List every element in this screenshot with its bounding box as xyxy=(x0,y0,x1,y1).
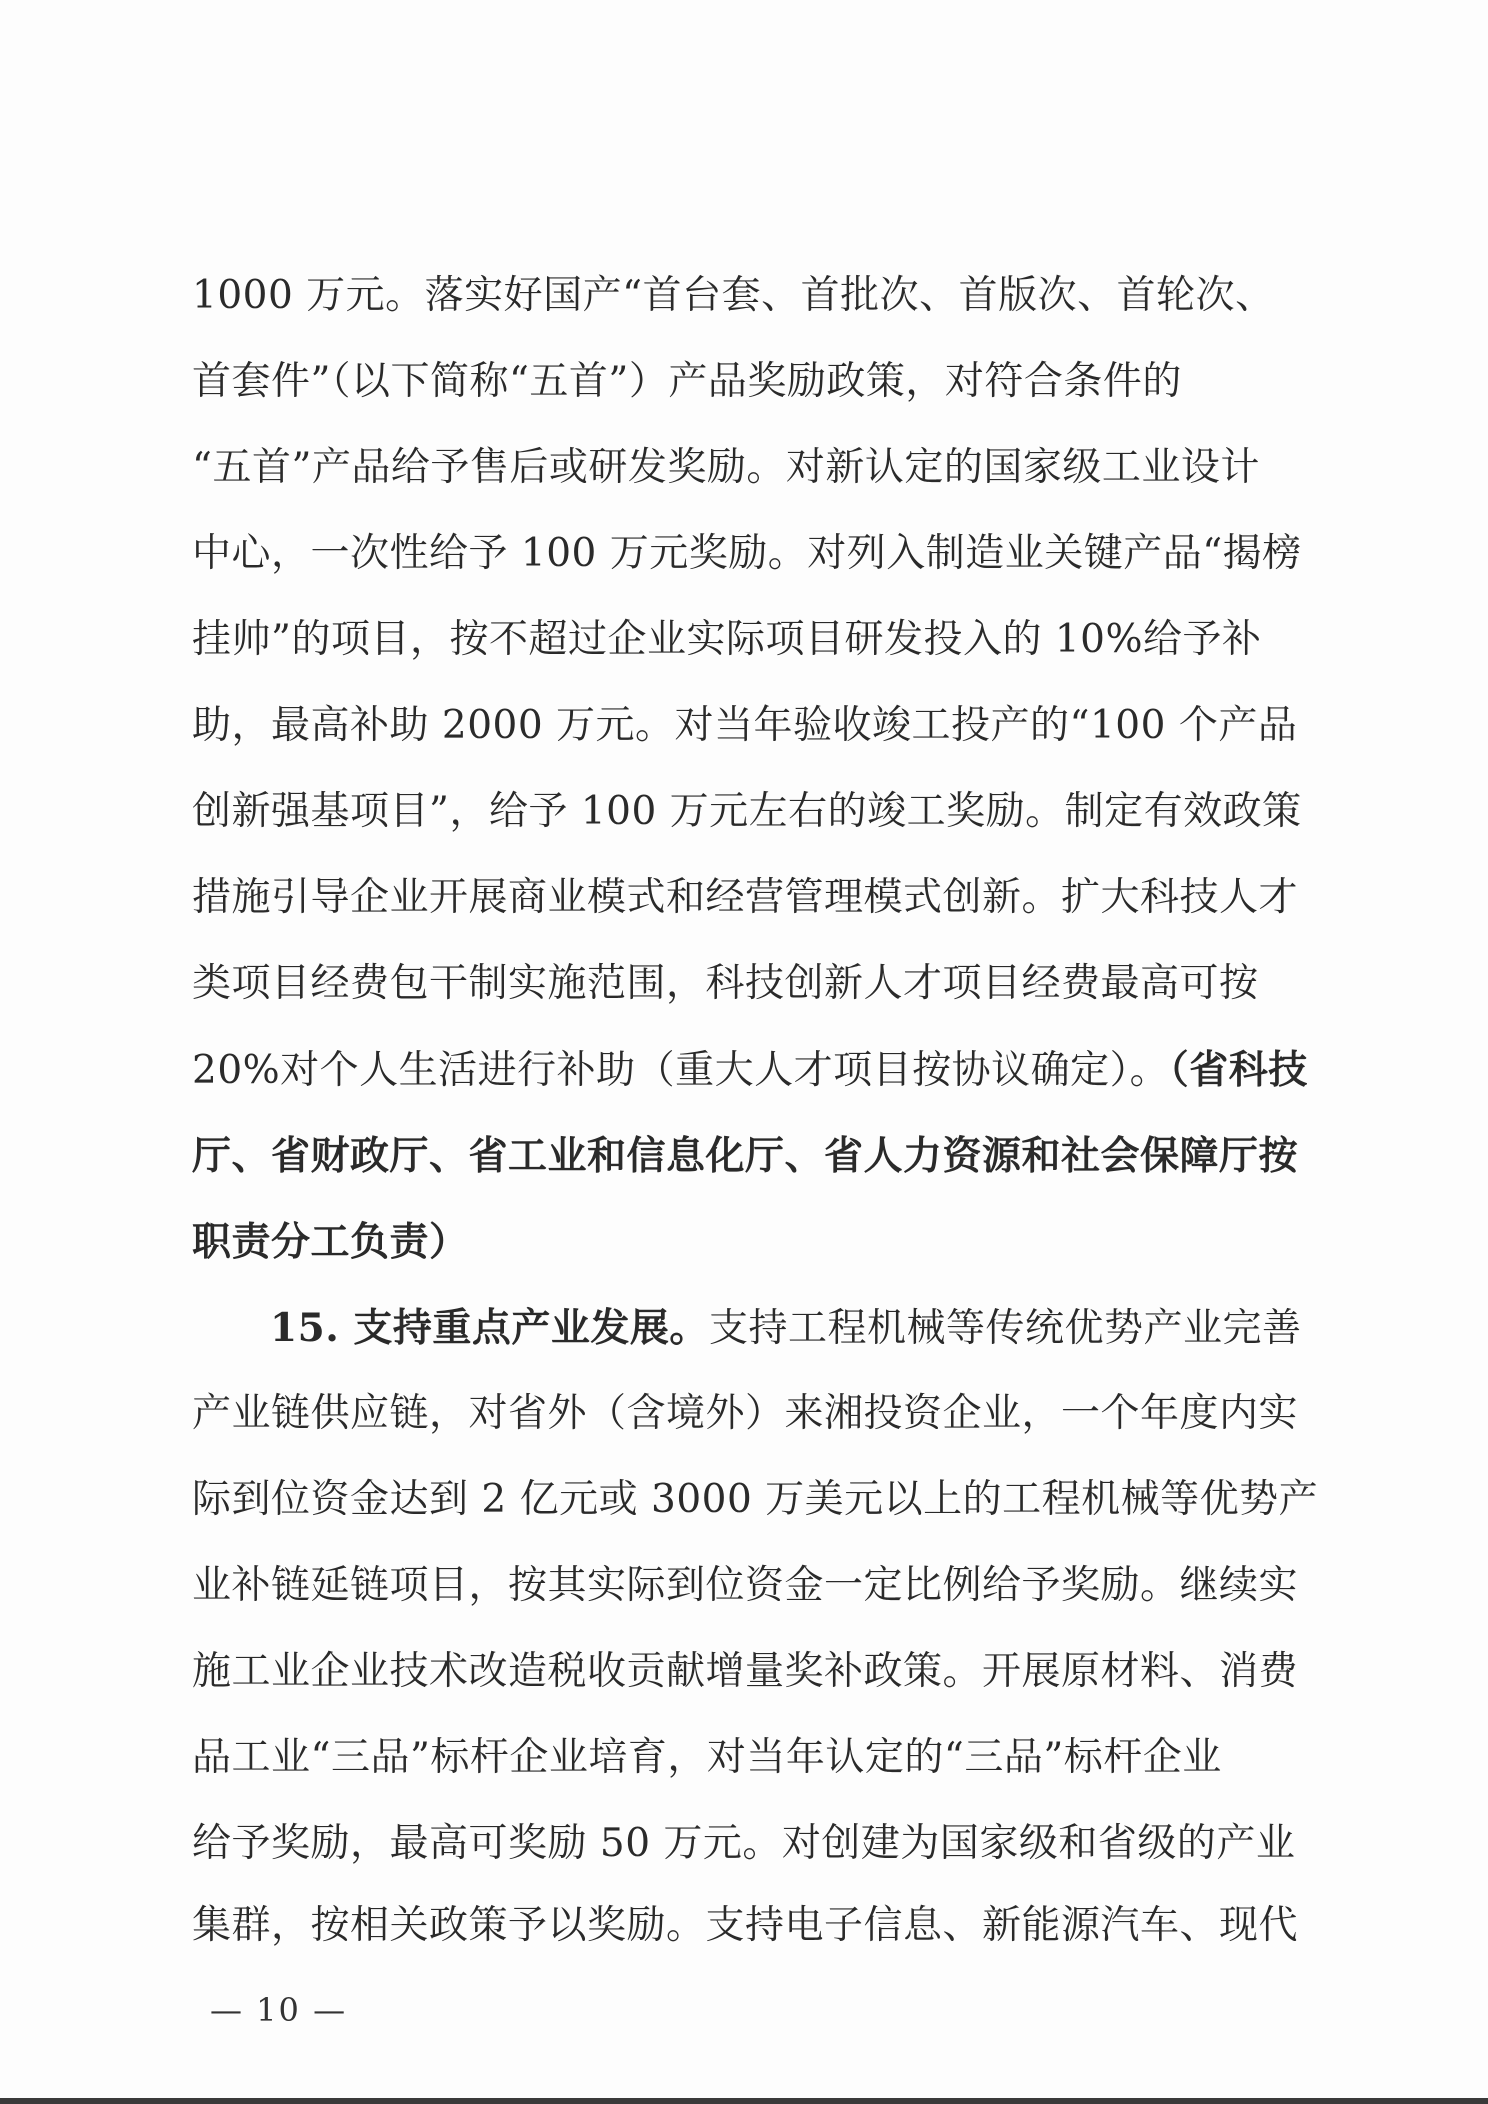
responsible-departments: （省科技 xyxy=(1169,1047,1308,1093)
paragraph-line: “五首”产品给予售后或研发奖励。对新认定的国家级工业设计 xyxy=(192,445,1260,490)
paragraph-line: 产业链供应链，对省外（含境外）来湘投资企业，一个年度内实 xyxy=(192,1391,1299,1436)
responsible-departments: 厅、省财政厅、省工业和信息化厅、省人力资源和社会保障厅按 xyxy=(192,1133,1299,1179)
paragraph-line: 挂帅”的项目，按不超过企业实际项目研发投入的 10%给予补 xyxy=(192,617,1262,662)
paragraph-line: 1000 万元。落实好国产“首台套、首批次、首版次、首轮次、 xyxy=(192,273,1275,318)
paragraph-line: 类项目经费包干制实施范围，科技创新人才项目经费最高可按 xyxy=(192,961,1259,1006)
paragraph-line: 首套件”（以下简称“五首”）产品奖励政策，对符合条件的 xyxy=(192,359,1182,404)
paragraph-line xyxy=(270,1304,1312,1352)
paragraph-line: 措施引导企业开展商业模式和经营管理模式创新。扩大科技人才 xyxy=(192,875,1299,920)
section-heading: 15. 支持重点产业发展。 xyxy=(270,1305,709,1351)
paragraph-line: 施工业企业技术改造税收贡献增量奖补政策。开展原材料、消费 xyxy=(192,1649,1299,1694)
responsible-departments: 职责分工负责） xyxy=(192,1219,469,1265)
line-text: 20%对个人生活进行补助（重大人才项目按协议确定）。 xyxy=(192,1048,1170,1093)
paragraph-line: 品工业“三品”标杆企业培育，对当年认定的“三品”标杆企业 xyxy=(192,1735,1222,1780)
page-number: — 10 — xyxy=(210,1991,348,2029)
paragraph-line: 集群，按相关政策予以奖励。支持电子信息、新能源汽车、现代 xyxy=(192,1903,1299,1948)
paragraph-line: 际到位资金达到 2 亿元或 3000 万美元以上的工程机械等优势产 xyxy=(192,1477,1319,1522)
paragraph-line: 助，最高补助 2000 万元。对当年验收竣工投产的“100 个产品 xyxy=(192,703,1298,748)
line-text: 支持工程机械等传统优势产业完善 xyxy=(708,1306,1302,1351)
paragraph-line: 中心，一次性给予 100 万元奖励。对列入制造业关键产品“揭榜 xyxy=(192,531,1302,576)
paragraph-line: 给予奖励，最高可奖励 50 万元。对创建为国家级和省级的产业 xyxy=(192,1821,1296,1866)
paragraph-line xyxy=(192,1046,1312,1094)
paragraph-line: 创新强基项目”，给予 100 万元左右的竣工奖励。制定有效政策 xyxy=(192,789,1302,834)
scan-edge xyxy=(0,2098,1488,2104)
paragraph-line: 业补链延链项目，按其实际到位资金一定比例给予奖励。继续实 xyxy=(192,1563,1299,1608)
